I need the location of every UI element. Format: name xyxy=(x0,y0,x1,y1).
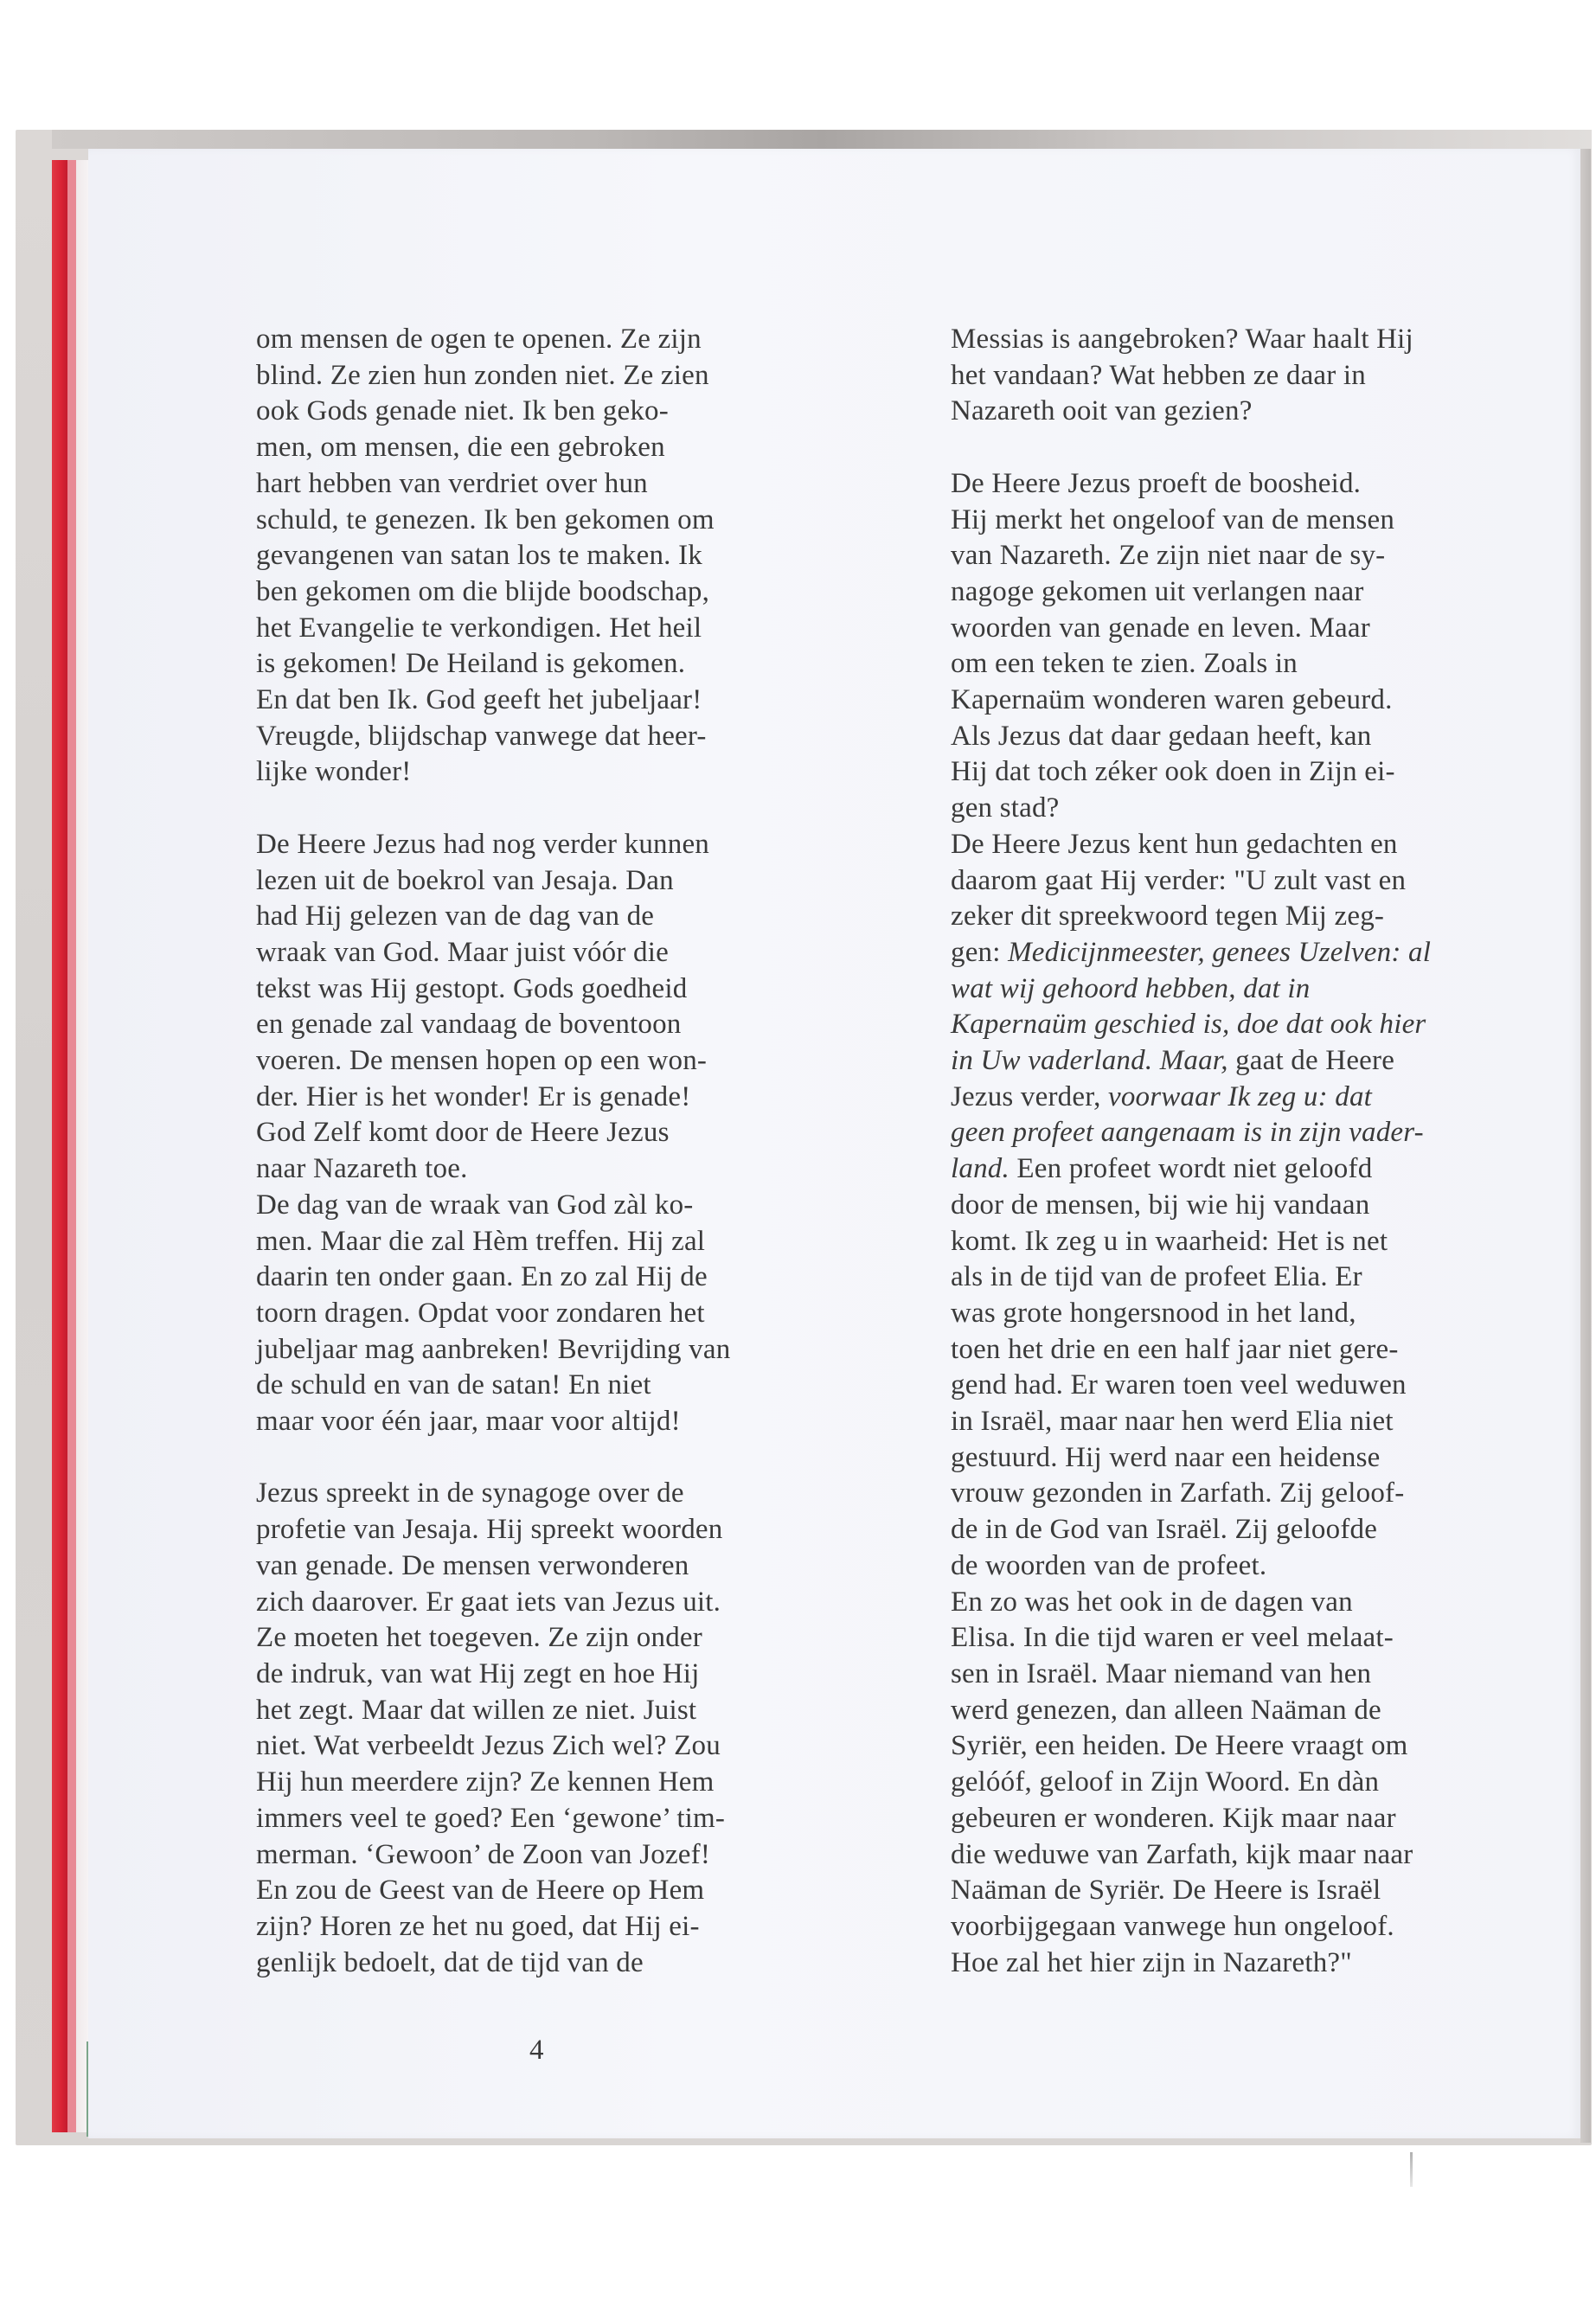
text-line: Jezus verder, voorwaar Ik zeg u: dat xyxy=(951,1080,1373,1112)
right-text-column xyxy=(951,322,1539,1981)
text-line: der. Hier is het wonder! Er is genade! xyxy=(256,1080,691,1112)
text-line: had Hij gelezen van de dag van de xyxy=(256,901,655,933)
text-line: hart hebben van verdriet over hun xyxy=(256,467,648,499)
text-line: daarin ten onder gaan. En zo zal Hij de xyxy=(256,1261,708,1293)
text-line: merman. ‘Gewoon’ de Zoon van Jozef! xyxy=(256,1838,711,1870)
text-line: schuld, te genezen. Ik ben gekomen om xyxy=(256,503,715,535)
text-line: vrouw gezonden in Zarfath. Zij geloof- xyxy=(951,1477,1405,1509)
text-line: land. Een profeet wordt niet geloofd xyxy=(951,1153,1373,1185)
text-line: die weduwe van Zarfath, kijk maar naar xyxy=(951,1838,1413,1870)
text-line: voorbijgegaan vanwege hun ongeloof. xyxy=(951,1910,1394,1942)
text-line: de schuld en van de satan! En niet xyxy=(256,1369,651,1401)
text-line: En dat ben Ik. God geeft het jubeljaar! xyxy=(256,684,702,716)
text-line: was grote hongersnood in het land, xyxy=(951,1297,1356,1329)
paragraph-gap xyxy=(256,791,844,827)
text-line: Vreugde, blijdschap vanwege dat heer- xyxy=(256,720,707,752)
text-line: naar Nazareth toe. xyxy=(256,1153,468,1185)
text-line: lezen uit de boekrol van Jesaja. Dan xyxy=(256,864,674,896)
text-line: Hoe zal het hier zijn in Nazareth?" xyxy=(951,1946,1352,1978)
text-line: woorden van genade en leven. Maar xyxy=(951,612,1370,644)
text-line: het Evangelie te verkondigen. Het heil xyxy=(256,612,702,644)
text-line: jubeljaar mag aanbreken! Bevrijding van xyxy=(256,1333,731,1365)
text-line: Hij hun meerdere zijn? Ze kennen Hem xyxy=(256,1766,715,1798)
text-line: de indruk, van wat Hij zegt en hoe Hij xyxy=(256,1657,700,1689)
text-line: Elisa. In die tijd waren er veel melaat- xyxy=(951,1622,1394,1654)
book-top-edge xyxy=(52,130,1592,149)
text-line: De Heere Jezus kent hun gedachten en xyxy=(951,828,1398,860)
text-line: door de mensen, bij wie hij vandaan xyxy=(951,1189,1370,1221)
text-line: geen profeet aangenaam is in zijn vader- xyxy=(951,1117,1424,1149)
text-line: van Nazareth. Ze zijn niet naar de sy- xyxy=(951,540,1386,572)
text-line: gen: Medicijnmeester, genees Uzelven: al xyxy=(951,936,1432,968)
text-line: de in de God van Israël. Zij geloofde xyxy=(951,1514,1378,1546)
text-line: om mensen de ogen te openen. Ze zijn xyxy=(256,324,702,355)
text-line: gend had. Er waren toen veel weduwen xyxy=(951,1369,1407,1401)
text-line: is gekomen! De Heiland is gekomen. xyxy=(256,648,686,680)
pink-page-edge xyxy=(67,160,76,2132)
text-line: zijn? Horen ze het nu goed, dat Hij ei- xyxy=(256,1910,700,1942)
text-line: het vandaan? Wat hebben ze daar in xyxy=(951,359,1366,391)
text-line: ook Gods genade niet. Ik ben geko- xyxy=(256,395,669,427)
text-line: Messias is aangebroken? Waar haalt Hij xyxy=(951,324,1413,355)
crop-mark xyxy=(1410,2152,1413,2187)
text-line: niet. Wat verbeeldt Jezus Zich wel? Zou xyxy=(256,1730,721,1762)
text-line: Hij dat toch zéker ook doen in Zijn ei- xyxy=(951,756,1395,788)
text-line: Naäman de Syriër. De Heere is Israël xyxy=(951,1875,1381,1907)
text-line: lijke wonder! xyxy=(256,756,412,788)
text-line: Hij merkt het ongeloof van de mensen xyxy=(951,503,1395,535)
text-line: genlijk bedoelt, dat de tijd van de xyxy=(256,1946,644,1978)
page-number: 4 xyxy=(529,2035,544,2066)
text-line: men, om mensen, die een gebroken xyxy=(256,432,665,464)
text-line: profetie van Jesaja. Hij spreekt woorden xyxy=(256,1514,723,1546)
left-text-column xyxy=(256,322,844,1981)
text-line: en genade zal vandaag de boventoon xyxy=(256,1009,682,1041)
text-line: gestuurd. Hij werd naar een heidense xyxy=(951,1441,1381,1473)
text-line: De Heere Jezus had nog verder kunnen xyxy=(256,828,709,860)
text-line: zeker dit spreekwoord tegen Mij zeg- xyxy=(951,901,1385,933)
text-line: Als Jezus dat daar gedaan heeft, kan xyxy=(951,720,1372,752)
paragraph-gap xyxy=(256,1440,844,1477)
text-line: daarom gaat Hij verder: "U zult vast en xyxy=(951,864,1407,896)
text-line: En zo was het ook in de dagen van xyxy=(951,1586,1353,1618)
text-line: van genade. De mensen verwonderen xyxy=(256,1549,689,1581)
text-line: in Uw vaderland. Maar, gaat de Heere xyxy=(951,1045,1395,1077)
text-line: God Zelf komt door de Heere Jezus xyxy=(256,1117,670,1149)
text-line: Syriër, een heiden. De Heere vraagt om xyxy=(951,1730,1408,1762)
text-line: Nazareth ooit van gezien? xyxy=(951,395,1253,427)
text-line: gen stad? xyxy=(951,792,1060,824)
text-line: werd genezen, dan alleen Naäman de xyxy=(951,1694,1381,1726)
text-line: als in de tijd van de profeet Elia. Er xyxy=(951,1261,1362,1293)
text-line: het zegt. Maar dat willen ze niet. Juist xyxy=(256,1694,697,1726)
text-line: blind. Ze zien hun zonden niet. Ze zien xyxy=(256,359,709,391)
red-page-edge xyxy=(52,160,67,2132)
text-line: Kapernaüm wonderen waren gebeurd. xyxy=(951,684,1393,716)
text-line: gelóóf, geloof in Zijn Woord. En dàn xyxy=(951,1766,1380,1798)
text-line: maar voor één jaar, maar voor altijd! xyxy=(256,1406,681,1438)
text-line: sen in Israël. Maar niemand van hen xyxy=(951,1658,1372,1689)
text-line: De Heere Jezus proeft de boosheid. xyxy=(951,467,1362,499)
text-line: om een teken te zien. Zoals in xyxy=(951,648,1298,680)
text-line: Ze moeten het toegeven. Ze zijn onder xyxy=(256,1622,702,1654)
text-line: wat wij gehoord hebben, dat in xyxy=(951,972,1311,1004)
text-line: toorn dragen. Opdat voor zondaren het xyxy=(256,1297,705,1329)
text-line: voeren. De mensen hopen op een won- xyxy=(256,1045,708,1077)
text-line: tekst was Hij gestopt. Gods goedheid xyxy=(256,972,688,1004)
text-line: ben gekomen om die blijde boodschap, xyxy=(256,575,710,607)
text-line: nagoge gekomen uit verlangen naar xyxy=(951,575,1364,607)
text-line: zich daarover. Er gaat iets van Jezus uit. xyxy=(256,1586,721,1618)
text-line: de woorden van de profeet. xyxy=(951,1549,1267,1581)
page-stack-edge xyxy=(76,160,88,2132)
text-line: in Israël, maar naar hen werd Elia niet xyxy=(951,1406,1394,1438)
text-line: men. Maar die zal Hèm treffen. Hij zal xyxy=(256,1225,706,1257)
text-line: En zou de Geest van de Heere op Hem xyxy=(256,1875,705,1907)
text-line: De dag van de wraak van God zàl ko- xyxy=(256,1189,694,1221)
text-line: komt. Ik zeg u in waarheid: Het is net xyxy=(951,1225,1388,1257)
text-line: gebeuren er wonderen. Kijk maar naar xyxy=(951,1802,1396,1834)
text-line: gevangenen van satan los te maken. Ik xyxy=(256,540,702,572)
text-line: Kapernaüm geschied is, doe dat ook hier xyxy=(951,1009,1426,1041)
text-line: wraak van God. Maar juist vóór die xyxy=(256,936,669,968)
text-line: Jezus spreekt in de synagoge over de xyxy=(256,1477,684,1509)
text-line: immers veel te goed? Een ‘gewone’ tim- xyxy=(256,1802,726,1834)
book-right-edge xyxy=(1580,149,1591,2143)
text-line: toen het drie en een half jaar niet gere- xyxy=(951,1333,1399,1365)
